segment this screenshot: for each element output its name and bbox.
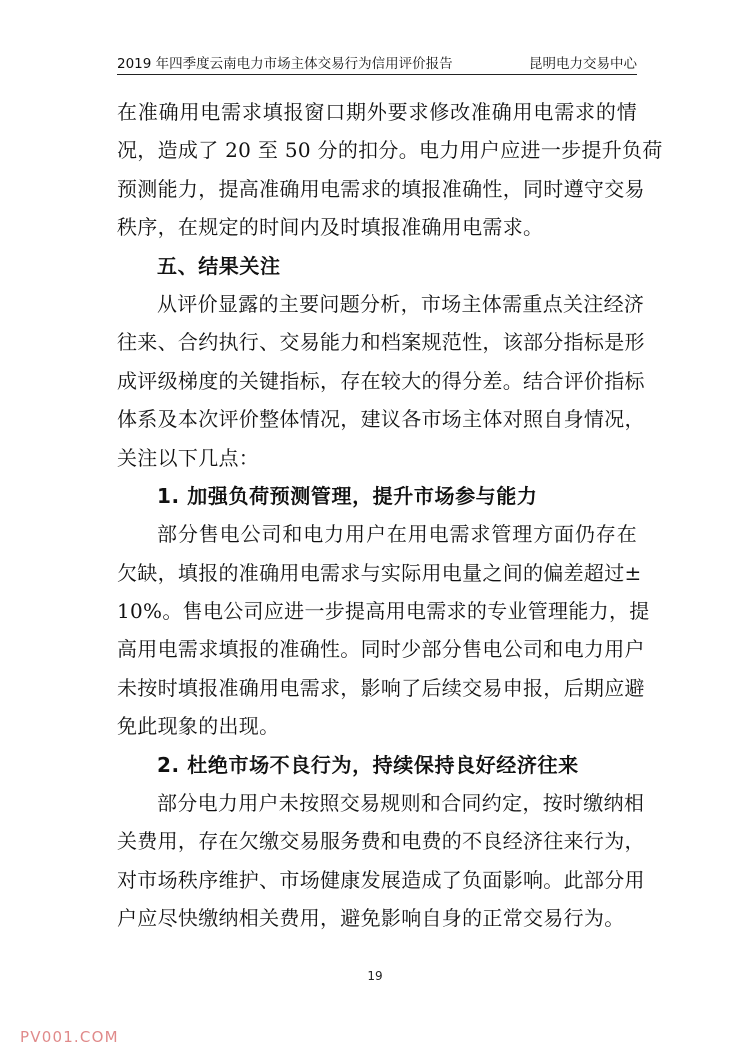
paragraph-line: 对市场秩序维护、市场健康发展造成了负面影响。此部分用: [117, 867, 645, 892]
paragraph-line: 未按时填报准确用电需求，影响了后续交易申报，后期应避: [117, 675, 645, 700]
header-organization: 昆明电力交易中心: [529, 56, 637, 72]
page-header: [117, 50, 637, 75]
watermark-text: PV001.COM: [20, 1028, 119, 1046]
paragraph-line: 欠缺，填报的准确用电需求与实际用电量之间的偏差超过±: [117, 560, 642, 585]
paragraph-line: 从评价显露的主要问题分析，市场主体需重点关注经济: [157, 291, 645, 316]
paragraph-line: 往来、合约执行、交易能力和档案规范性，该部分指标是形: [117, 330, 645, 355]
document-body: [117, 93, 663, 938]
paragraph-line: 10%。售电公司应进一步提高用电需求的专业管理能力，提: [117, 599, 650, 624]
paragraph-line: 况，造成了 20 至 50 分的扣分。电力用户应进一步提升负荷: [117, 138, 663, 163]
paragraph-line: 预测能力，提高准确用电需求的填报准确性，同时遵守交易: [117, 176, 645, 201]
section-heading: 五、结果关注: [157, 253, 281, 278]
paragraph-line: 成评级梯度的关键指标，存在较大的得分差。结合评价指标: [117, 368, 645, 393]
paragraph-line: 部分电力用户未按照交易规则和合同约定，按时缴纳相: [157, 791, 645, 816]
paragraph-line: 户应尽快缴纳相关费用，避免影响自身的正常交易行为。: [117, 906, 625, 931]
paragraph-line: 在准确用电需求填报窗口期外要求修改准确用电需求的情: [117, 100, 637, 124]
paragraph-line: 关费用，存在欠缴交易服务费和电费的不良经济往来行为，: [117, 829, 645, 854]
paragraph-line: 关注以下几点：: [117, 445, 260, 470]
paragraph-line: 免此现象的出现。: [117, 714, 280, 739]
subheading-1: 1. 加强负荷预测管理，提升市场参与能力: [157, 483, 538, 508]
paragraph-line: 部分售电公司和电力用户在用电需求管理方面仍存在: [157, 522, 637, 547]
header-title: 2019 年四季度云南电力市场主体交易行为信用评价报告: [117, 56, 453, 72]
page-number: 19: [367, 969, 383, 983]
paragraph-line: 高用电需求填报的准确性。同时少部分售电公司和电力用户: [117, 637, 645, 662]
paragraph-line: 体系及本次评价整体情况，建议各市场主体对照自身情况，: [117, 407, 645, 432]
subheading-2: 2. 杜绝市场不良行为，持续保持良好经济往来: [157, 752, 579, 777]
paragraph-line: 秩序，在规定的时间内及时填报准确用电需求。: [117, 215, 544, 240]
